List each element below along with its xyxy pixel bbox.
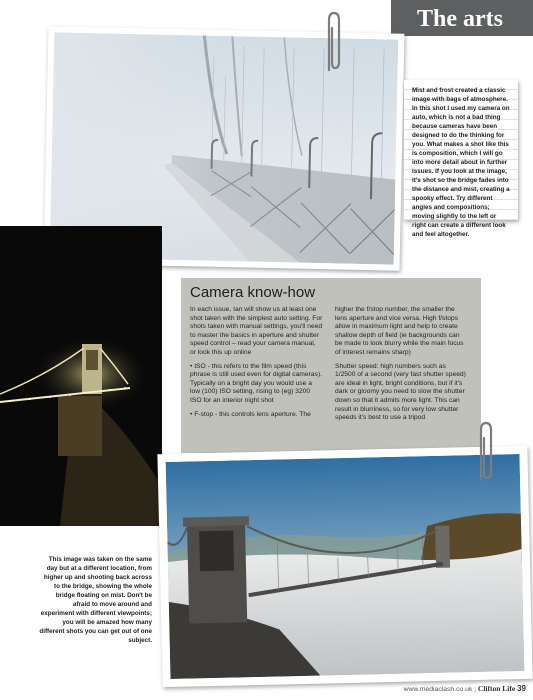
section-tab: The arts — [391, 0, 533, 36]
page-footer — [350, 684, 526, 693]
fog-photo-caption — [404, 80, 518, 238]
shutter-speed-paragraph: Shutter speed: high numbers such as 1/2500 of a second (very fast shutter speed) are ideal in light, bright conditions, but if it's dark or gloomy you need to slow the shutter down so that it admits more light. This can result in blurriness, so for very low shutter speeds it's best to use a tripod — [335, 362, 466, 422]
camera-know-how-box — [181, 278, 481, 453]
know-how-column-left — [190, 306, 323, 424]
night-bridge-photo — [0, 226, 162, 526]
aerial-photo-caption — [38, 555, 152, 645]
aerial-bridge-image — [166, 454, 525, 679]
night-bridge-image — [0, 226, 162, 526]
know-how-paragraph: In each issue, Ian will show us at least one shot taken with the simplest auto setting. For shots taken with manual settings, you'll need to master the basics in aperture and shutter speed control – read your camera manual, or look this up online — [190, 306, 323, 356]
fstop-continued: higher the f/stop number, the smaller the lens aperture and vice versa. High f/stops allow in maximum light and help to create shallow depth of field (ie backgrounds can be made to look blurry while the main focus of interest remains sharp) — [335, 306, 464, 356]
iso-bullet: • ISO - this refers to the film speed (this phrase is still used even for digital cameras). Typically on a bright day you would use a low (100) ISO setting, rising to (eg) 3200 ISO for an interior night shot — [190, 362, 322, 404]
fstop-bullet: • F-stop - this controls lens aperture. The — [190, 410, 311, 418]
paper-clip-icon — [322, 10, 346, 76]
aerial-photo-caption-text: This image was taken on the same day but at a different location, from higher up and shooting back across to the bridge, showing the whole bridge floating on mist. Don't be afraid to move around and experiment with different viewpoints; you will be amazed how many different shots you can get out of one subject. — [39, 556, 152, 644]
paper-clip-icon — [474, 420, 498, 486]
footer-separator: | — [474, 686, 477, 693]
page-number: 39 — [517, 684, 526, 693]
camera-know-how-heading: Camera know-how — [190, 284, 316, 301]
footer-url[interactable]: www.mediaclash.co.uk — [403, 686, 473, 693]
fog-photo-caption-text: Mist and frost created a classic image with bags of atmosphere. In this shot I used my camera on auto, which is not a bad thing because cameras have been designed to do the thinking for you. What makes a shot like this is composition, which I will go into more detail about in further issues. If you look at the image, it's shot so the bridge fades into the distance and mist, creating a spooky effect. Try different angles and compositions; moving slightly to the left or right can create a different look and feel altogether. — [412, 87, 510, 238]
magazine-name: Clifton Life — [477, 684, 516, 693]
know-how-column-right — [335, 306, 468, 428]
